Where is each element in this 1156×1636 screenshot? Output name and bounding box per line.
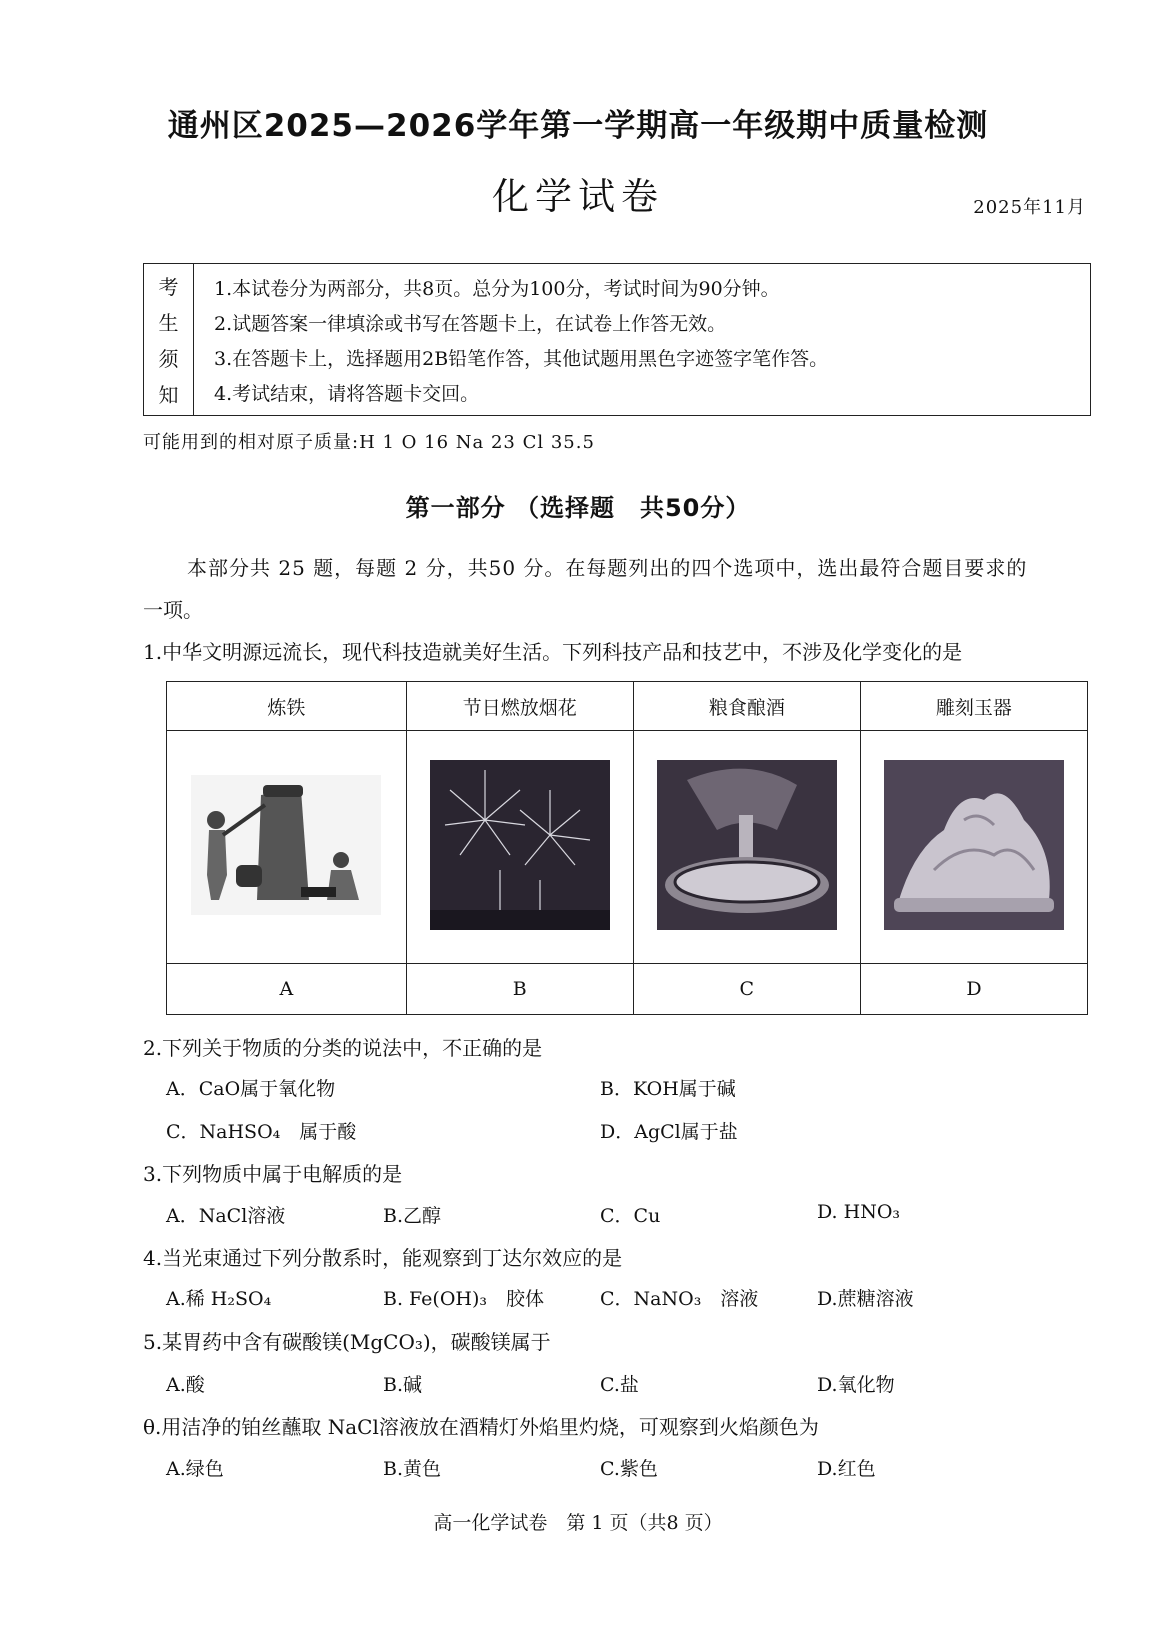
question-1-image-table <box>166 681 1088 1015</box>
question-6-option-b: B.黄色 <box>383 1458 442 1480</box>
question-3-option-c: C．Cu <box>600 1205 661 1227</box>
question-3-option-a: A．NaCl溶液 <box>166 1205 286 1227</box>
image-header: 粮食酿酒 <box>633 682 860 731</box>
question-5-option-a: A.酸 <box>166 1374 205 1396</box>
exam-date: 2025年11月 <box>973 197 1086 218</box>
iron-smelting-illustration <box>191 775 381 915</box>
question-2-option-d: D．AgCl属于盐 <box>600 1121 738 1143</box>
part1-heading: 第一部分 （选择题 共50分） <box>405 494 751 522</box>
question-5-option-c: C.盐 <box>600 1374 639 1396</box>
image-header: 节日燃放烟花 <box>406 682 633 731</box>
jade-carving-photo <box>884 760 1064 930</box>
image-header: 炼铁 <box>167 682 407 731</box>
image-cell-c <box>633 731 860 964</box>
notice-label-char: 考 <box>158 275 179 300</box>
notice-label-char: 须 <box>158 346 179 371</box>
question-6-option-c: C.紫色 <box>600 1458 658 1480</box>
question-5-option-b: B.碱 <box>383 1374 423 1396</box>
option-label: D <box>860 964 1087 1015</box>
question-2-option-c: C．NaHSO₄ 属于酸 <box>166 1121 357 1143</box>
fireworks-photo <box>430 760 610 930</box>
question-3-stem: 3.下列物质中属于电解质的是 <box>143 1162 403 1186</box>
notice-item: 1.本试卷分为两部分，共8页。总分为100分，考试时间为90分钟。 <box>214 278 780 300</box>
question-2-option-b: B．KOH属于碱 <box>600 1078 736 1100</box>
question-1-stem: 1.中华文明源远流长，现代科技造就美好生活。下列科技产品和技艺中，不涉及化学变化的是 <box>143 640 963 664</box>
wine-brewing-photo <box>657 760 837 930</box>
part1-intro: 本部分共 25 题，每题 2 分，共50 分。在每题列出的四个选项中，选出最符合题目要求的 <box>187 556 1028 580</box>
question-6-option-d: D.红色 <box>817 1458 876 1480</box>
question-6-option-a: A.绿色 <box>166 1458 224 1480</box>
question-2-stem: 2.下列关于物质的分类的说法中，不正确的是 <box>143 1036 543 1060</box>
exam-subtitle: 化学试卷 <box>492 175 664 218</box>
part1-intro-cont: 一项。 <box>143 598 203 622</box>
question-4-option-d: D.蔗糖溶液 <box>817 1288 914 1310</box>
notice-label-char: 生 <box>158 311 179 336</box>
exam-notice-box <box>143 263 1091 416</box>
notice-label-char: 知 <box>158 382 179 407</box>
notice-items <box>214 272 828 412</box>
image-cell-b <box>406 731 633 964</box>
notice-label <box>144 264 194 415</box>
question-4-stem: 4.当光束通过下列分散系时，能观察到丁达尔效应的是 <box>143 1246 623 1270</box>
option-label: A <box>167 964 407 1015</box>
atomic-masses: 可能用到的相对原子质量:H 1 O 16 Na 23 Cl 35.5 <box>143 432 595 453</box>
option-label: C <box>633 964 860 1015</box>
image-cell-a <box>167 731 407 964</box>
question-5-stem: 5.某胃药中含有碳酸镁(MgCO₃)，碳酸镁属于 <box>143 1330 551 1354</box>
notice-item: 2.试题答案一律填涂或书写在答题卡上，在试卷上作答无效。 <box>214 313 727 335</box>
question-4-option-a: A.稀 H₂SO₄ <box>166 1288 272 1310</box>
notice-item: 4.考试结束，请将答题卡交回。 <box>214 383 480 405</box>
exam-title: 通州区2025—2026学年第一学期高一年级期中质量检测 <box>167 108 989 144</box>
page-footer: 高一化学试卷 第 1 页（共8 页） <box>433 1512 723 1534</box>
question-5-option-d: D.氧化物 <box>817 1374 895 1396</box>
option-label: B <box>406 964 633 1015</box>
question-2-option-a: A．CaO属于氧化物 <box>166 1078 336 1100</box>
question-6-stem: θ.用洁净的铂丝蘸取 NaCl溶液放在酒精灯外焰里灼烧，可观察到火焰颜色为 <box>143 1415 819 1439</box>
image-cell-d <box>860 731 1087 964</box>
image-header: 雕刻玉器 <box>860 682 1087 731</box>
notice-item: 3.在答题卡上，选择题用2B铅笔作答，其他试题用黑色字迹签字笔作答。 <box>214 348 829 370</box>
question-3-option-b: B.乙醇 <box>383 1205 442 1227</box>
question-4-option-c: C．NaNO₃ 溶液 <box>600 1288 759 1310</box>
question-4-option-b: B. Fe(OH)₃ 胶体 <box>383 1288 545 1310</box>
question-3-option-d: D. HNO₃ <box>817 1201 901 1223</box>
